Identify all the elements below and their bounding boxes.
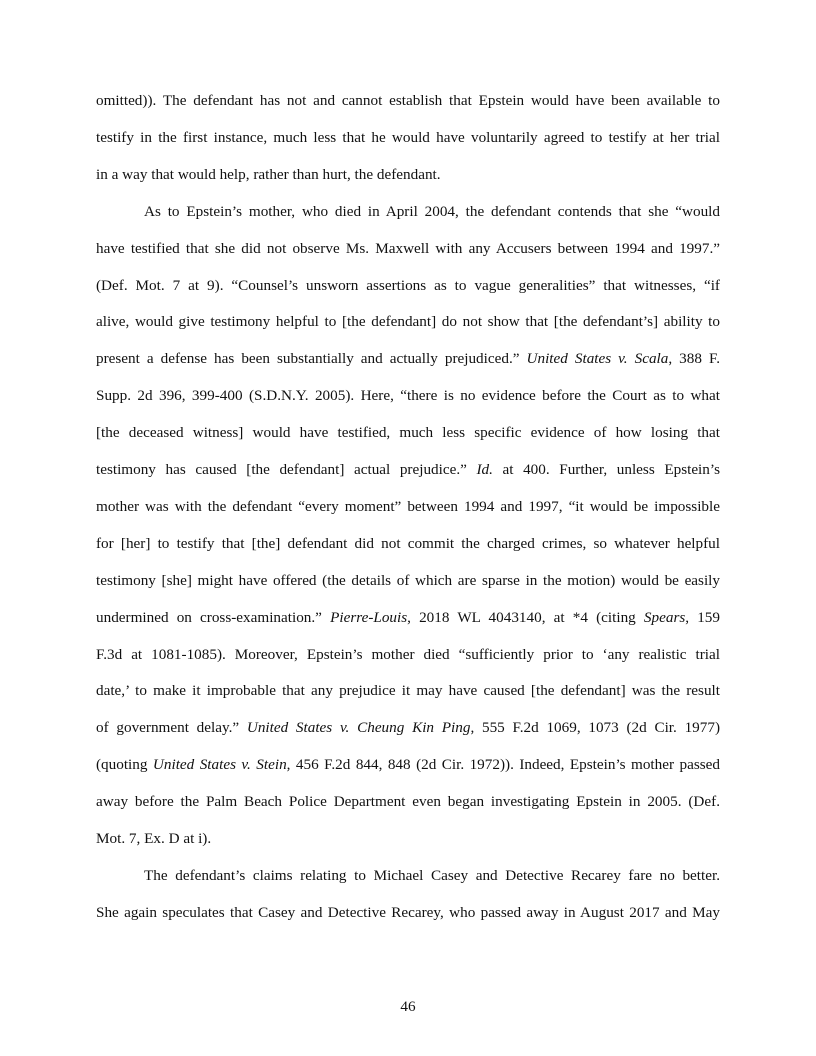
text-line <box>96 607 720 629</box>
text-run: present a defense has been substantially and actually prejudiced.” <box>96 350 527 368</box>
text-run: at 400. Further, unless Epstein’s <box>492 461 721 478</box>
text-run: Mot. 7, Ex. D at i). <box>96 830 212 847</box>
text-run: As to Epstein’s mother, who died in April 2004, the defendant contends that she “would <box>144 202 720 220</box>
text-line <box>96 422 720 444</box>
text-run: , 2018 WL 4043140, at *4 (citing <box>407 608 644 626</box>
text-run: (quoting <box>96 756 153 774</box>
text-line <box>96 275 720 297</box>
text-run: She again speculates that Casey and Detective Recarey, who passed away in August 2017 and May <box>96 903 720 921</box>
text-run: have testified that she did not observe Ms. Maxwell with any Accusers between 1994 and 1997.” <box>96 239 720 257</box>
text-run: testimony has caused [the defendant] actual prejudice.” <box>96 461 477 478</box>
text-line <box>96 90 720 112</box>
text-line <box>96 570 720 592</box>
text-run: (Def. Mot. 7 at 9). “Counsel’s unsworn assertions as to vague generalities” that witnesses, “if <box>96 276 720 294</box>
text-run: [the deceased witness] would have testified, much less specific evidence of how losing that <box>96 424 720 442</box>
text-line <box>96 902 720 924</box>
text-line <box>144 865 720 887</box>
text-line <box>96 348 720 370</box>
text-line <box>96 238 720 260</box>
case-citation: Pierre-Louis <box>330 608 408 626</box>
text-run: mother was with the defendant “every moment” between 1994 and 1997, “it would be impossible <box>96 497 720 515</box>
text-run: testify in the first instance, much less that he would have voluntarily agreed to testify at her trial <box>96 128 720 146</box>
text-run: undermined on cross-examination.” <box>96 608 331 626</box>
text-run: , 456 F.2d 844, 848 (2d Cir. 1972)). Indeed, Epstein’s mother passed <box>286 756 720 774</box>
text-run: in a way that would help, rather than hurt, the defendant. <box>96 165 441 183</box>
text-line <box>96 533 720 555</box>
page-number: 46 <box>400 998 416 1015</box>
text-line <box>96 459 720 481</box>
case-citation: United States v. Stein <box>152 756 287 774</box>
text-line <box>96 717 720 739</box>
case-citation: United States v. Cheung Kin Ping <box>246 719 471 737</box>
text-run: of government delay.” <box>96 719 247 737</box>
text-run: testimony [she] might have offered (the details of which are sparse in the motion) would be easily <box>96 571 720 589</box>
text-run: Supp. 2d 396, 399-400 (S.D.N.Y. 2005). Here, “there is no evidence before the Court as to what <box>96 387 720 405</box>
text-line <box>96 828 720 850</box>
case-citation: United States v. Scala <box>526 350 669 368</box>
text-run: F.3d at 1081-1085). Moreover, Epstein’s mother died “sufficiently prior to ‘any realistic trial <box>96 645 720 663</box>
text-line <box>96 791 720 813</box>
case-citation: Id. <box>476 461 493 478</box>
text-line <box>96 164 720 186</box>
text-line <box>96 754 720 776</box>
text-line <box>96 385 720 407</box>
text-run: date,’ to make it improbable that any prejudice it may have caused [the defendant] was the result <box>96 682 720 700</box>
text-run: away before the Palm Beach Police Department even began investigating Epstein in 2005. (Def. <box>96 793 720 811</box>
text-run: , 555 F.2d 1069, 1073 (2d Cir. 1977) <box>470 719 720 737</box>
text-run: for [her] to testify that [the] defendant did not commit the charged crimes, so whatever helpful <box>96 534 720 552</box>
text-run: alive, would give testimony helpful to [the defendant] do not show that [the defendant’s] ability to <box>96 313 720 331</box>
text-line <box>96 311 720 333</box>
case-citation: Spears <box>643 608 686 626</box>
text-line <box>96 127 720 149</box>
text-run: omitted)). The defendant has not and cannot establish that Epstein would have been available to <box>96 92 720 109</box>
text-run: The defendant’s claims relating to Michael Casey and Detective Recarey fare no better. <box>144 866 720 884</box>
text-line <box>96 496 720 518</box>
text-line <box>144 201 720 223</box>
text-line <box>96 644 720 666</box>
text-run: , 159 <box>685 608 720 626</box>
text-run: , 388 F. <box>668 350 721 368</box>
text-line <box>96 680 720 702</box>
